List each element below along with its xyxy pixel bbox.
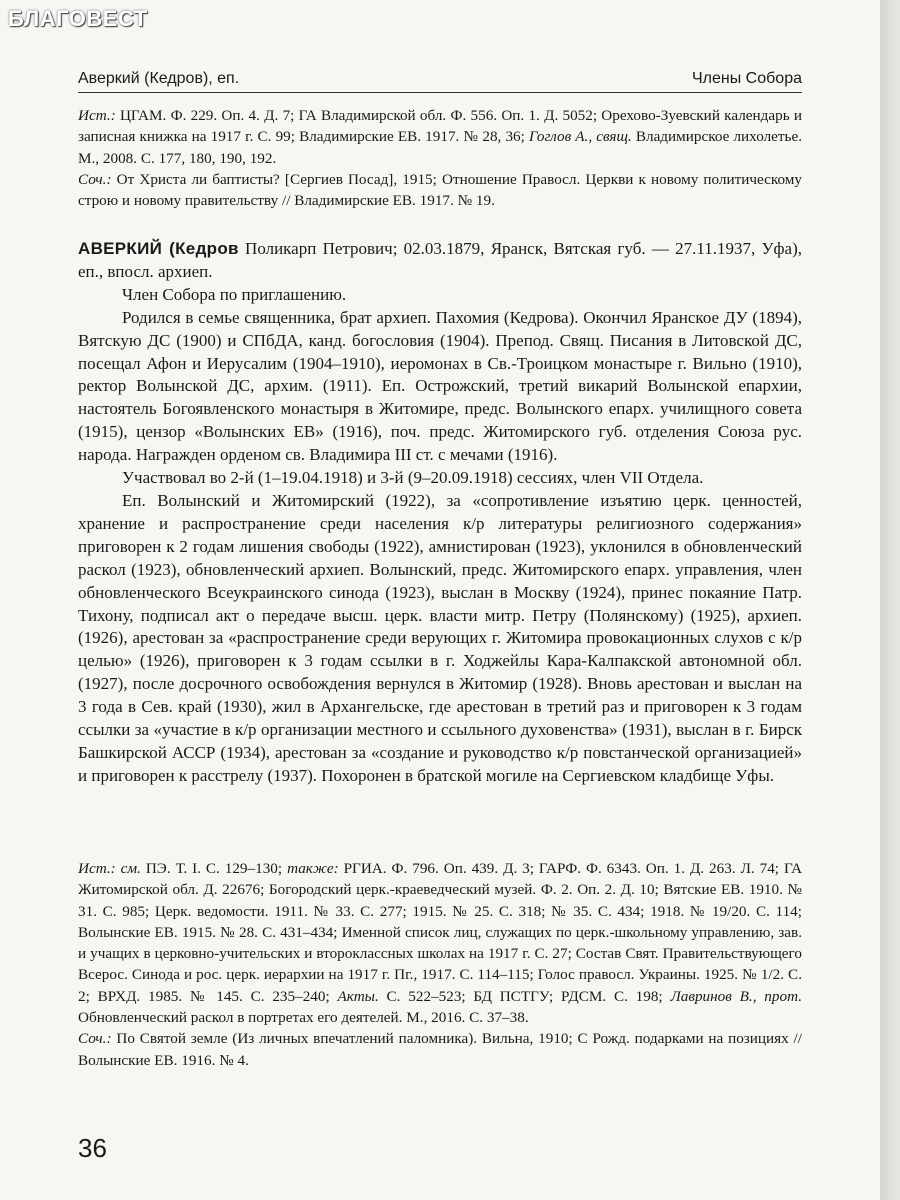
entry-name: АВЕРКИЙ (Кедров — [78, 239, 239, 258]
page-number: 36 — [78, 1133, 107, 1163]
entry-heading-rest: Поликарп Петрович; 02.03.1879, Яранск, Вятская губ. — 27.11.1937, Уфа), еп., впосл. архиеп. — [78, 239, 802, 281]
sources-text: ЦГАМ. Ф. 229. Оп. 4. Д. 7; ГА Владимирской обл. Ф. 556. Оп. 1. Д. 5052; Орехово-Зуевский календарь и записная книжка на 1917 г. С. 99; Владимирские ЕВ. 1917. № 28, 36; — [78, 107, 803, 146]
sources-text-b: РГИА. Ф. 796. Оп. 439. Д. 3; ГАРФ. Ф. 6343. Оп. 1. Д. 263. Л. 74; ГА Житомирской обл. Д. 22676; Богородский церк.-краеведческий музей. Ф. 2. Оп. 2. Д. 10; Вятские ЕВ. 1910. № 31. С. 985; Церк. ведомости. 1911. № 33. С. 277; 1915. № 25. С. 318; № 35. С. 434; 1918. № 19/20. С. 114; Волынские ЕВ. 1915. № 28. С. 431–434; Именной список лиц, служащих по церк.-школьному управлению, зав. и учащих в церковно-учительских и второклассных школах на 1917 г. С. 27; Состав Свят. Правительствующего Всерос. Синода и рос. церк. иерархии на 1917 г. Пг., 1917. С. 114–115; Голос правосл. Украины. 1925. № 1/2. С. 2; ВРХД. 1985. № 145. С. 235–240; — [78, 860, 803, 1005]
works-text: По Святой земле (Из личных впечатлений паломника). Вильна, 1910; С Рожд. подарками на позициях // Волынские ЕВ. 1916. № 4. — [78, 1030, 802, 1069]
biography-paragraph-2: Участвовал во 2-й (1–19.04.1918) и 3-й (9–20.09.1918) сессиях, член VII Отдела. — [122, 468, 704, 488]
works-label: Соч.: — [78, 1030, 112, 1048]
sources-author: Гоглов А., свящ. — [529, 128, 632, 146]
biography-paragraph-3: Еп. Волынский и Житомирский (1922), за «сопротивление изъятию церк. ценностей, хранение и распространение среди населения к/р литературы религиозного содержания» приговорен к 2 годам лишения свободы (1922), амнистирован (1923), уклонился в обновленческий раскол (1923), обновленческий архиеп. Волынский, предс. Житомирского епарх. управления, член обновленческого Всеукраинского синода (1923), выслан в Москву (1924), принес покаяние Патр. Тихону, подписал акт о передаче высш. церк. власти митр. Петру (Полянскому) (1925), архиеп. (1926), арестован за «распространение среди верующих г. Житомира провокационных слухов с к/р целью» (1926), приговорен к 3 годам ссылки в г. Ходжейлы Кара-Калпакской автономной обл. (1927), после досрочного освобождения вернулся в Житомир (1928). Вновь арестован и выслан на 3 года в Сев. край (1930), жил в Архангельске, где арестован в третий раз и приговорен к 3 годам ссылки за «участие в к/р организации местного и ссыльного духовенства» (1931), выслан в г. Бирск Башкирской АССР (1934), арестован за «создание и руководство к/р повстанческой организацией» и приговорен к расстрелу (1937). Похоронен в братской могиле на Сергиевском кладбище Уфы. — [78, 490, 802, 785]
works-line — [78, 1028, 802, 1071]
running-header — [78, 62, 802, 93]
running-header-right: Члены Собора — [692, 70, 802, 87]
sources-text-a: ПЭ. Т. I. С. 129–130; — [145, 860, 283, 877]
page-edge — [880, 0, 900, 1200]
sources-tail: Владимирское лихолетье. М., 2008. С. 177, 180, 190, 192. — [78, 128, 803, 167]
entry-heading — [78, 238, 802, 284]
watermark: БЛАГОВЕСТ — [8, 6, 148, 31]
sources-author: Лавринов В., прот. — [670, 987, 803, 1005]
biography-entry — [78, 238, 802, 788]
works-line — [78, 169, 802, 212]
sources-block-bottom — [78, 858, 802, 1071]
biography-paragraph-1: Родился в семье священника, брат архиеп. Пахомия (Кедрова). Окончил Яранское ДУ (1894), Вятскую ДС (1900) и СПбДА, канд. богословия (1904). Препод. Свящ. Писания в Литовской ДС, посещал Афон и Иерусалим (1904–1910), иеромонах в Св.-Троицком монастыре г. Вильно (1910), ректор Волынской ДС, архим. (1911). Еп. Острожский, третий викарий Волынской епархии, настоятель Богоявленского монастыря в Житомире, предс. Волынского епарх. училищного совета (1915), цензор «Волынских ЕВ» (1916), поч. предс. Житомирского губ. отделения Союза рус. народа. Награжден орденом св. Владимира III ст. с мечами (1916). — [78, 307, 802, 465]
also-label: также: — [287, 860, 339, 877]
sources-block-top — [78, 105, 802, 211]
works-label: Соч.: — [78, 170, 112, 188]
sources-line — [78, 105, 802, 169]
sources-line — [78, 858, 802, 1028]
sources-label: Ист.: — [78, 107, 116, 124]
sources-label: Ист.: см. — [78, 860, 141, 877]
sources-text-d: Обновленческий раскол в портретах его деятелей. М., 2016. С. 37–38. — [78, 1009, 529, 1027]
running-header-left: Аверкий (Кедров), еп. — [78, 70, 240, 87]
sources-text-c: С. 522–523; БД ПСТГУ; РДСМ. С. 198; — [386, 987, 663, 1005]
acts-label: Акты. — [337, 987, 379, 1005]
works-text: От Христа ли баптисты? [Сергиев Посад], 1915; Отношение Правосл. Церкви к новому политическому строю и новому правительству // Владимирские ЕВ. 1917. № 19. — [78, 170, 802, 210]
membership-line: Член Собора по приглашению. — [122, 284, 347, 304]
